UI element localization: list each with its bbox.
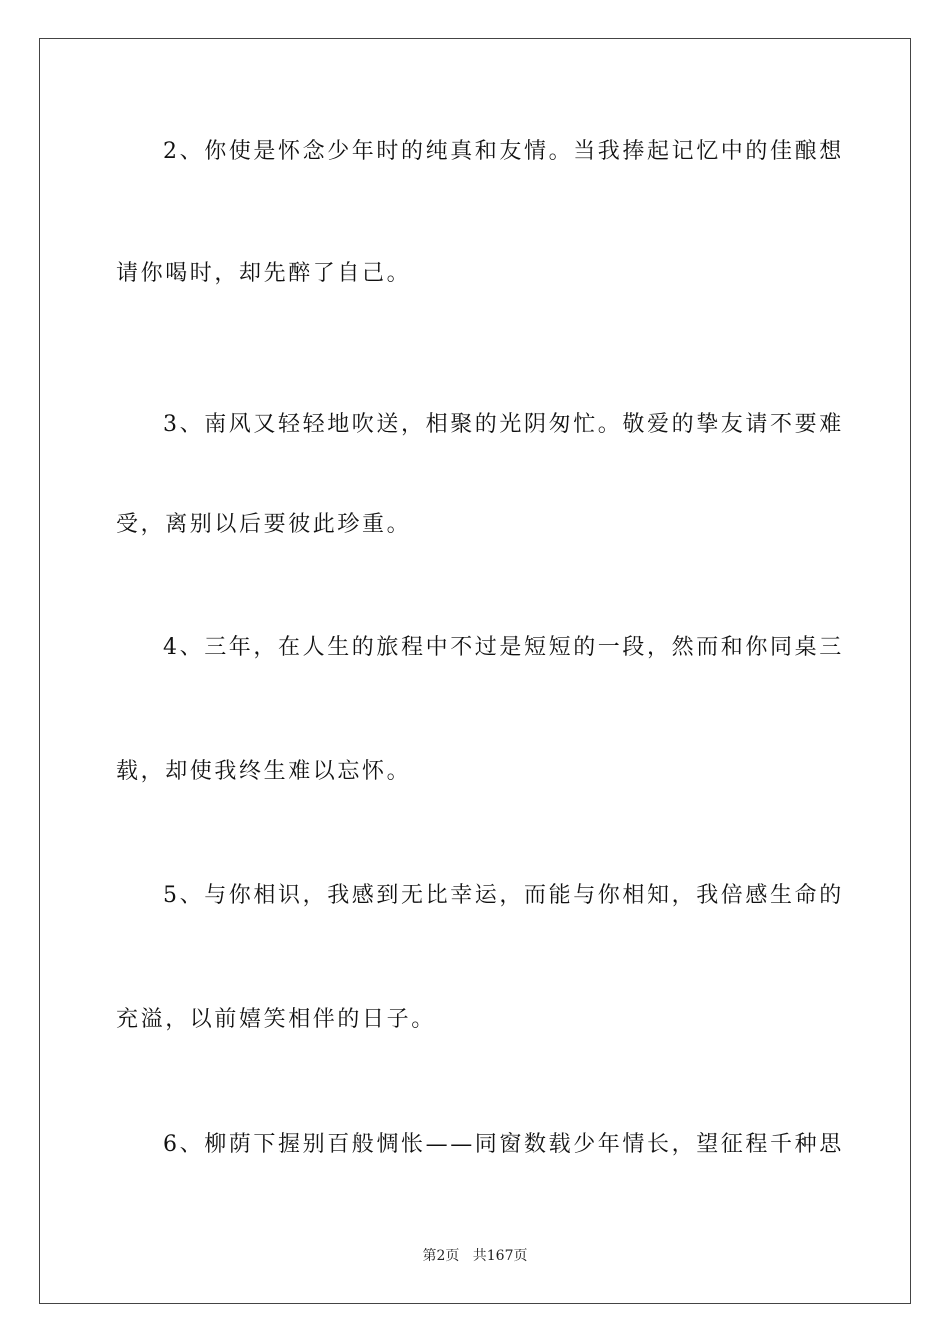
page-footer — [0, 1247, 950, 1265]
paragraph-5-line-2: 充溢，以前嬉笑相伴的日子。 — [116, 1007, 436, 1032]
paragraph-3-line-2: 受，离别以后要彼此珍重。 — [116, 512, 412, 537]
paragraph-2-line-1: 2、你使是怀念少年时的纯真和友情。当我捧起记忆中的佳酿想 — [163, 139, 844, 164]
page-border — [39, 38, 911, 1304]
paragraph-6-line-1: 6、柳荫下握别百般惆怅——同窗数载少年情长，望征程千种思 — [163, 1132, 844, 1157]
paragraph-4-line-2: 载，却使我终生难以忘怀。 — [116, 759, 412, 784]
paragraph-4-line-1: 4、三年，在人生的旅程中不过是短短的一段，然而和你同桌三 — [163, 635, 844, 660]
page-total: 共167页 — [472, 1248, 528, 1264]
paragraph-5-line-1: 5、与你相识，我感到无比幸运，而能与你相知，我倍感生命的 — [163, 883, 844, 908]
paragraph-2-line-2: 请你喝时，却先醉了自己。 — [116, 261, 412, 286]
paragraph-3-line-1: 3、南风又轻轻地吹送，相聚的光阴匆忙。敬爱的挚友请不要难 — [163, 412, 844, 437]
page-number: 第2页 — [422, 1248, 460, 1264]
